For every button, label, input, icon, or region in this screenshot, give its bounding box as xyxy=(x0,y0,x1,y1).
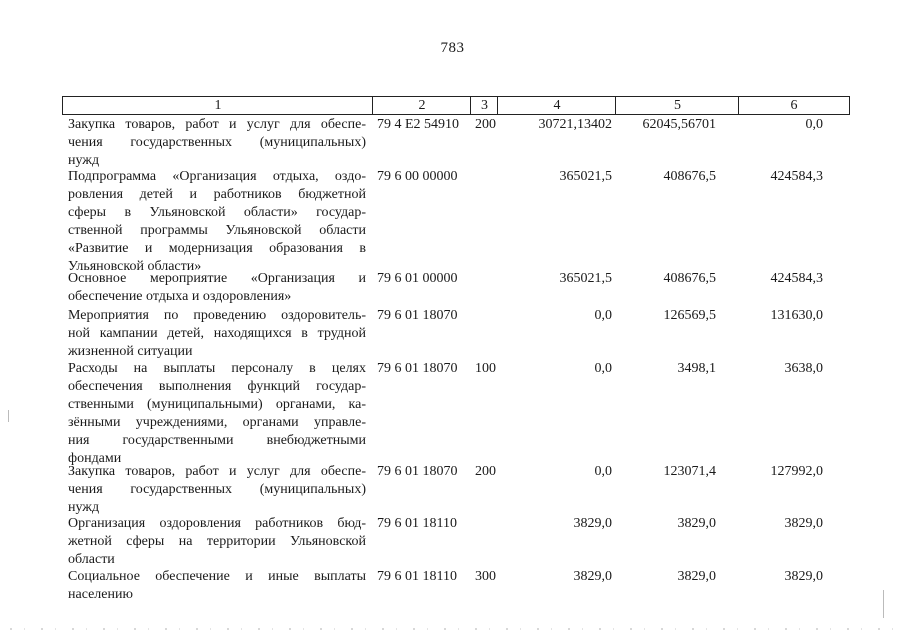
row-value-col-6: 424584,3 xyxy=(770,271,823,286)
row-value-col-6: 3638,0 xyxy=(784,361,823,376)
row-code: 79 6 01 18070 xyxy=(377,308,458,323)
row-value-col-6: 127992,0 xyxy=(770,464,823,479)
row-value-col-4: 365021,5 xyxy=(559,169,612,184)
description-line: Основное мероприятие «Организация и xyxy=(68,271,366,286)
row-value-col-5: 408676,5 xyxy=(663,271,716,286)
header-col-6: 6 xyxy=(738,96,850,115)
row-description xyxy=(68,463,366,517)
description-line: чения государственных (муниципальных) xyxy=(68,135,366,150)
description-line: «Развитие и модернизация образования в xyxy=(68,241,366,256)
row-description xyxy=(68,116,366,170)
description-line: ственными (муниципальными) органами, ка- xyxy=(68,397,366,412)
row-code: 79 6 00 00000 xyxy=(377,169,458,184)
description-line: обеспечения выполнения функций государ- xyxy=(68,379,366,394)
description-line: Ульяновской области» xyxy=(68,259,202,274)
row-value-col-4: 0,0 xyxy=(594,308,612,323)
row-value-col-4: 3829,0 xyxy=(573,516,612,531)
row-code: 79 6 01 00000 xyxy=(377,271,458,286)
row-expense-type: 200 xyxy=(475,464,496,479)
row-expense-type: 100 xyxy=(475,361,496,376)
description-line: ровления детей и работников бюджетной xyxy=(68,187,366,202)
row-description xyxy=(68,307,366,361)
row-value-col-4: 0,0 xyxy=(594,361,612,376)
description-line: ния государственными внебюджетными xyxy=(68,433,366,448)
scan-edge-mark xyxy=(883,590,884,618)
description-line: ной кампании детей, находящихся в трудной xyxy=(68,326,366,341)
description-line: сферы в Ульяновской области» государ- xyxy=(68,205,366,220)
row-value-col-5: 126569,5 xyxy=(663,308,716,323)
description-line: Организация оздоровления работников бюд- xyxy=(68,516,366,531)
description-line: Подпрограмма «Организация отдыха, оздо- xyxy=(68,169,366,184)
page-number: 783 xyxy=(440,40,465,56)
row-code: 79 6 01 18070 xyxy=(377,361,458,376)
row-value-col-4: 365021,5 xyxy=(559,271,612,286)
row-value-col-4: 30721,13402 xyxy=(538,117,612,132)
description-line: фондами xyxy=(68,451,122,466)
row-value-col-4: 3829,0 xyxy=(573,569,612,584)
row-description xyxy=(68,360,366,468)
row-description xyxy=(68,515,366,569)
row-value-col-6: 424584,3 xyxy=(770,169,823,184)
description-line: нужд xyxy=(68,500,100,515)
row-description xyxy=(68,270,366,306)
description-line: обеспечение отдыха и оздоровления» xyxy=(68,289,292,304)
description-line: населению xyxy=(68,587,133,602)
row-description xyxy=(68,568,366,604)
row-value-col-5: 3498,1 xyxy=(677,361,716,376)
description-line: чения государственных (муниципальных) xyxy=(68,482,366,497)
row-value-col-5: 3829,0 xyxy=(677,516,716,531)
row-expense-type: 200 xyxy=(475,117,496,132)
scan-noise-strip xyxy=(10,628,895,630)
header-col-4: 4 xyxy=(497,96,616,115)
description-line: ственной программы Ульяновской области xyxy=(68,223,366,238)
header-col-3: 3 xyxy=(470,96,498,115)
description-line: зёнными учреждениями, органами управле- xyxy=(68,415,366,430)
description-line: Мероприятия по проведению оздоровитель- xyxy=(68,308,366,323)
row-code: 79 6 01 18070 xyxy=(377,464,458,479)
header-col-2: 2 xyxy=(372,96,471,115)
header-col-5: 5 xyxy=(615,96,739,115)
row-value-col-6: 131630,0 xyxy=(770,308,823,323)
row-expense-type: 300 xyxy=(475,569,496,584)
row-value-col-6: 3829,0 xyxy=(784,516,823,531)
row-value-col-6: 3829,0 xyxy=(784,569,823,584)
description-line: жизненной ситуации xyxy=(68,344,193,359)
row-value-col-5: 62045,56701 xyxy=(642,117,716,132)
row-value-col-6: 0,0 xyxy=(805,117,823,132)
header-col-1: 1 xyxy=(62,96,373,115)
row-value-col-5: 3829,0 xyxy=(677,569,716,584)
description-line: жетной сферы на территории Ульяновской xyxy=(68,534,366,549)
row-code: 79 6 01 18110 xyxy=(377,569,457,584)
row-value-col-4: 0,0 xyxy=(594,464,612,479)
scan-edge-mark xyxy=(8,410,9,422)
row-value-col-5: 408676,5 xyxy=(663,169,716,184)
row-code: 79 4 E2 54910 xyxy=(377,117,460,132)
description-line: нужд xyxy=(68,153,100,168)
description-line: Закупка товаров, работ и услуг для обеспе- xyxy=(68,464,366,479)
row-code: 79 6 01 18110 xyxy=(377,516,457,531)
row-value-col-5: 123071,4 xyxy=(663,464,716,479)
description-line: Расходы на выплаты персоналу в целях xyxy=(68,361,366,376)
description-line: Закупка товаров, работ и услуг для обеспе- xyxy=(68,117,366,132)
row-description xyxy=(68,168,366,276)
description-line: области xyxy=(68,552,115,567)
description-line: Социальное обеспечение и иные выплаты xyxy=(68,569,366,584)
